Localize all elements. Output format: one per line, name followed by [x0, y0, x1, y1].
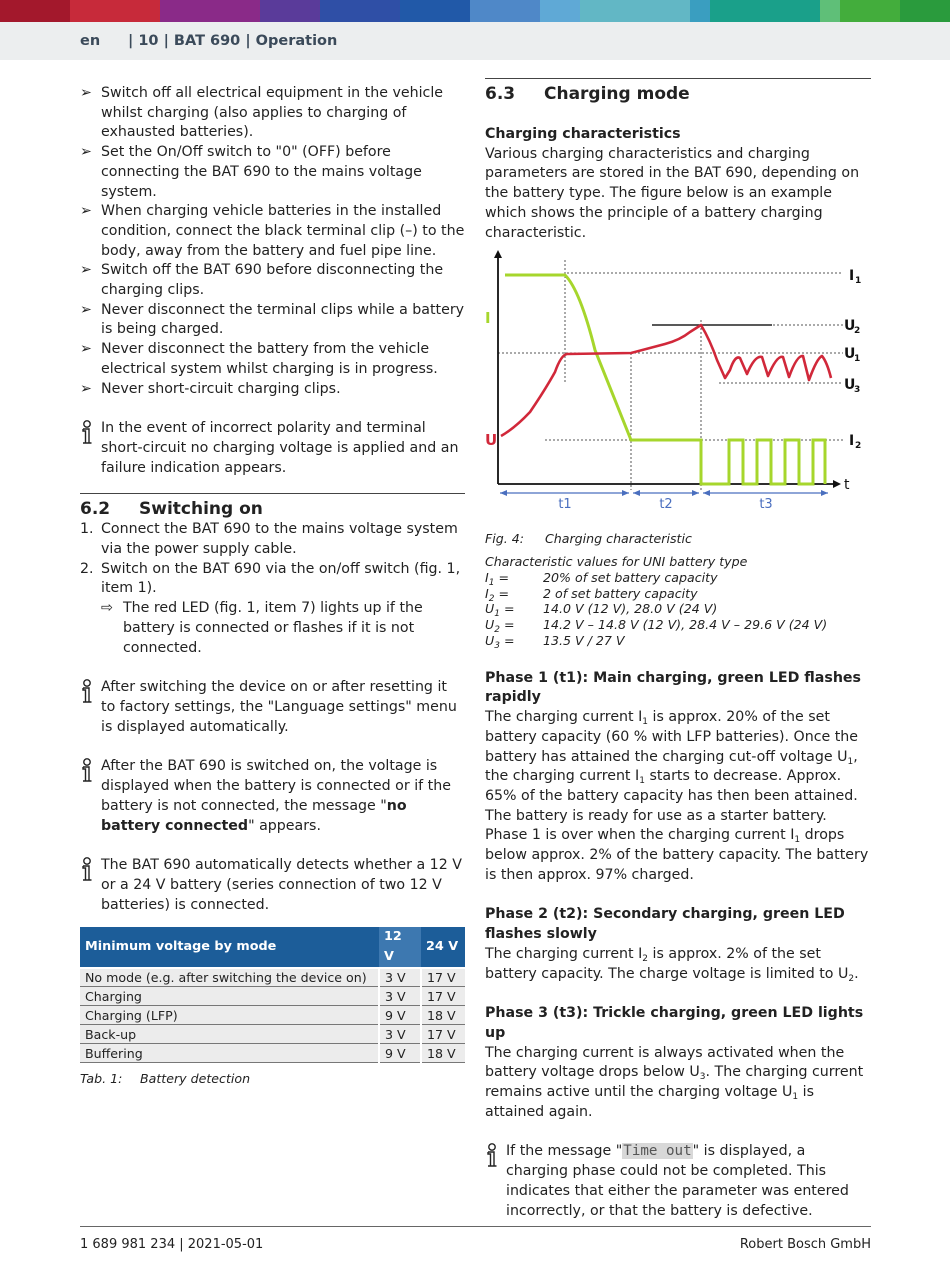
characteristic-key — [485, 601, 543, 620]
y-axis-arrow-icon — [494, 250, 502, 258]
arrow-right-icon — [622, 490, 629, 496]
list-item-text: Switch off the BAT 690 before disconnecting the charging clips. — [101, 262, 444, 299]
list-item — [80, 340, 465, 379]
subscript: 1 — [639, 776, 645, 787]
stripe-segment — [70, 0, 160, 22]
arrow-bullet-icon: ➢ — [80, 85, 92, 101]
table-row — [80, 1044, 465, 1063]
phase1-heading: Phase 1 (t1): Main charging, green LED flashes rapidly — [485, 669, 861, 706]
table-cell: No mode (e.g. after switching the device on) — [80, 968, 379, 987]
key-symbol: U — [485, 617, 495, 633]
right-level-labels — [844, 268, 861, 451]
stripe-segment — [0, 0, 70, 22]
stripe-segment — [710, 0, 820, 22]
key-symbol: I — [485, 585, 489, 601]
table-cell: 9 V — [379, 1006, 421, 1025]
characteristic-key — [485, 586, 543, 602]
table-cell: Buffering — [80, 1044, 379, 1063]
table-cell: 9 V — [379, 1044, 421, 1063]
stripe-segment — [260, 0, 320, 22]
text-run: is attained again. — [485, 1084, 814, 1120]
subscript: 1 — [792, 1092, 799, 1103]
table-cell: Charging (LFP) — [80, 1006, 379, 1025]
table-cell: 3 V — [379, 968, 421, 987]
characteristic-key — [485, 570, 543, 586]
text-run: drops below approx. 2% of the battery capacity. The battery is then approx. 97% charged. — [485, 827, 869, 883]
table-cell: 3 V — [379, 1025, 421, 1044]
safety-bullet-list — [80, 84, 465, 399]
battery-detection-table — [80, 927, 465, 1063]
arrow-bullet-icon: ➢ — [80, 144, 92, 161]
info-icon — [80, 758, 94, 791]
equals-sign: = — [499, 632, 515, 648]
note-text: In the event of incorrect polarity and terminal short-circuit no charging voltage is applied and an failure indication appears. — [101, 420, 459, 476]
document-number-date: 1 689 981 234 | 2021-05-01 — [80, 1237, 264, 1252]
list-item — [80, 261, 465, 300]
table-row — [80, 1006, 465, 1025]
arrow-right-icon — [821, 490, 828, 496]
list-item-text: When charging vehicle batteries in the installed condition, connect the black terminal clip (–) to the body, away from the battery and fuel pipe line. — [101, 203, 465, 259]
characteristic-row — [485, 633, 871, 649]
text-run: The charging current is always activated when the battery voltage drops below U — [485, 1044, 845, 1081]
label-i1: I — [849, 268, 855, 285]
list-item — [80, 520, 465, 559]
arrow-bullet-icon: ➢ — [80, 341, 92, 358]
text-run: The charging current I — [485, 945, 643, 962]
subscript: 3 — [699, 1072, 706, 1083]
time-out-message: Time out — [623, 1143, 692, 1160]
column-header-12v: 12 V — [379, 927, 421, 967]
table-cell: 18 V — [421, 1044, 465, 1063]
label-time: t — [844, 477, 850, 494]
table-caption — [80, 1069, 465, 1089]
key-subscript: 1 — [494, 609, 500, 620]
section-title: Charging mode — [544, 84, 690, 104]
phase-label-t1: t1 — [558, 497, 572, 513]
info-icon — [80, 857, 94, 890]
intro-paragraph: Various charging characteristics and charging parameters are stored in the BAT 690, depending on the battery type. The figure below is an example which shows the principle of a battery charging characteristic. — [485, 145, 860, 241]
brand-color-stripe — [0, 0, 950, 22]
key-subscript: 2 — [494, 625, 500, 636]
text-run: The charging current I — [485, 709, 643, 726]
column-header-24v: 24 V — [421, 927, 465, 967]
text-run: . The charging current remains active until the charging voltage U — [485, 1064, 864, 1101]
table-cell: 17 V — [421, 968, 465, 987]
column-header-mode: Minimum voltage by mode — [80, 927, 379, 967]
step-number: 1. — [80, 521, 94, 538]
characteristic-value: 20% of set battery capacity — [543, 569, 718, 585]
subscript: 2 — [848, 973, 855, 984]
info-note — [80, 757, 465, 836]
note-text: After switching the device on or after resetting it to factory settings, the "Language settings" menu is displayed automatically. — [101, 679, 457, 735]
label-i2: I — [849, 433, 855, 450]
section-heading-6-3 — [485, 78, 871, 105]
label-u3-sub: 3 — [854, 385, 861, 396]
key-subscript: 1 — [488, 577, 495, 588]
table-cell: 17 V — [421, 1025, 465, 1044]
list-item-text: Switch off all electrical equipment in the vehicle whilst charging (also applies to charging of exhausted batteries). — [101, 85, 444, 141]
list-item-text: Never short-circuit charging clips. — [101, 380, 341, 397]
table-cell: 3 V — [379, 987, 421, 1006]
list-item-text: Switch on the BAT 690 via the on/off switch (fig. 1, item 1). — [101, 560, 461, 597]
table-cell: 17 V — [421, 987, 465, 1006]
caption-label: Tab. 1: — [80, 1071, 123, 1087]
subscript: 1 — [642, 717, 649, 728]
phase-labels — [558, 497, 772, 512]
list-item — [80, 84, 465, 143]
x-axis-arrow-icon — [833, 480, 841, 488]
text-run: , the charging current I — [485, 748, 858, 785]
phase2-heading: Phase 2 (t2): Secondary charging, green LED flashes slowly — [485, 906, 845, 943]
caption-text: Charging characteristic — [545, 531, 692, 547]
step-number: 2. — [80, 560, 94, 577]
label-u2: U — [844, 318, 856, 335]
characteristic-values-title: Characteristic values for UNI battery type — [485, 553, 748, 569]
equals-sign: = — [494, 569, 510, 585]
text-run: is approx. 20% of the set battery capacity (60 % with LFP batteries). Once the battery has attained the charging cut-off voltage U — [485, 709, 859, 765]
list-item — [80, 202, 465, 261]
list-item — [80, 143, 465, 202]
caption-text: Battery detection — [140, 1071, 251, 1087]
result-text: The red LED (fig. 1, item 7) lights up if the battery is connected or flashes if it is not connected. — [123, 600, 423, 656]
page-footer — [80, 1226, 871, 1252]
result-item — [80, 599, 465, 658]
label-u2-sub: 2 — [854, 326, 861, 337]
key-symbol: U — [485, 632, 495, 648]
info-icon — [80, 679, 94, 712]
stripe-segment — [840, 0, 900, 22]
arrow-right-icon — [692, 490, 699, 496]
table-cell: Back-up — [80, 1025, 379, 1044]
key-subscript: 3 — [494, 640, 500, 651]
table-header-row — [80, 927, 465, 967]
characteristic-values — [485, 554, 871, 649]
info-note — [80, 419, 465, 478]
charging-characteristic-figure — [485, 250, 871, 525]
phase-label-t3: t3 — [759, 497, 773, 513]
left-column — [80, 84, 465, 1089]
phase3-paragraph — [485, 1044, 871, 1123]
subscript: 1 — [794, 835, 801, 846]
equals-sign: = — [499, 617, 515, 633]
section-heading-6-2 — [80, 493, 465, 520]
stripe-segment — [320, 0, 400, 22]
sub-heading: Charging characteristics — [485, 126, 681, 142]
characteristic-value: 13.5 V / 27 V — [543, 632, 625, 648]
info-note — [80, 678, 465, 737]
page-header — [0, 22, 950, 60]
key-symbol: I — [485, 569, 489, 585]
phase-label-t2: t2 — [659, 497, 673, 513]
table-cell: Charging — [80, 987, 379, 1006]
current-curve — [505, 275, 825, 484]
characteristic-key — [485, 617, 543, 636]
list-item-text: Never disconnect the battery from the vehicle electrical system whilst charging is in progress. — [101, 341, 438, 377]
label-current: I — [485, 309, 491, 328]
no-battery-message: no battery connected — [101, 797, 407, 834]
info-note — [80, 856, 465, 915]
arrow-left-icon — [500, 490, 507, 496]
note-text-part: " appears. — [248, 817, 321, 834]
note-text-part: " is displayed, a charging phase could not be completed. This indicates that either the parameter was entered incorrectly, or that the battery is defective. — [506, 1143, 849, 1219]
arrow-left-icon — [703, 490, 710, 496]
note-text-part: If the message " — [506, 1143, 623, 1160]
subscript: 1 — [847, 756, 854, 767]
list-item-text: Never disconnect the terminal clips while a battery is being charged. — [101, 301, 465, 338]
page-title: | 10 | BAT 690 | Operation — [128, 33, 338, 49]
arrow-left-icon — [633, 490, 640, 496]
result-arrow-icon: ⇨ — [101, 600, 113, 617]
stripe-segment — [820, 0, 840, 22]
info-icon — [80, 420, 94, 453]
list-item — [80, 560, 465, 599]
characteristic-value: 14.2 V – 14.8 V (12 V), 28.4 V – 29.6 V (24 V) — [543, 617, 828, 633]
characteristic-value: 2 of set battery capacity — [543, 585, 698, 601]
phase1-paragraph — [485, 708, 871, 885]
info-icon — [485, 1143, 499, 1176]
list-item-text: Connect the BAT 690 to the mains voltage system via the power supply cable. — [101, 521, 458, 558]
characteristic-row — [485, 601, 871, 620]
table-row — [80, 1025, 465, 1044]
list-item-text: Set the On/Off switch to "0" (OFF) before connecting the BAT 690 to the mains voltage system. — [101, 144, 422, 200]
language-code: en — [80, 33, 101, 49]
label-i2-sub: 2 — [855, 441, 862, 452]
voltage-curve — [501, 325, 831, 436]
publisher: Robert Bosch GmbH — [739, 1237, 871, 1252]
list-item — [80, 380, 465, 400]
phase2-paragraph — [485, 945, 871, 984]
key-symbol: U — [485, 601, 495, 617]
steps-list — [80, 520, 465, 658]
label-voltage: U — [485, 431, 498, 450]
equals-sign: = — [499, 601, 515, 617]
info-note — [485, 1142, 871, 1221]
stripe-segment — [160, 0, 260, 22]
arrow-bullet-icon: ➢ — [80, 262, 92, 279]
stripe-segment — [580, 0, 690, 22]
table-cell: 18 V — [421, 1006, 465, 1025]
dotted-guides — [498, 260, 843, 490]
stripe-segment — [540, 0, 580, 22]
key-subscript: 2 — [488, 593, 495, 604]
note-text: The BAT 690 automatically detects whether a 12 V or a 24 V battery (series connection of two 12 V batteries) is connected. — [101, 857, 462, 913]
characteristic-row — [485, 586, 871, 602]
text-run: starts to decrease. Approx. 65% of the battery capacity has then been attained. The battery is ready for use as a starter battery. Phase 1 is over when the charging current I — [485, 768, 858, 844]
note-text — [506, 1143, 849, 1218]
text-run: is approx. 2% of the set battery capacity. The charge voltage is limited to U — [485, 945, 849, 982]
right-column — [485, 78, 871, 1221]
text-run: . — [854, 965, 859, 982]
characteristic-row — [485, 570, 871, 586]
note-text-part: After the BAT 690 is switched on, the voltage is displayed when the battery is connected or if the battery is not connected, the message " — [101, 758, 451, 814]
stripe-segment — [690, 0, 710, 22]
phase3-heading: Phase 3 (t3): Trickle charging, green LED lights up — [485, 1005, 864, 1041]
stripe-segment — [470, 0, 540, 22]
characteristic-value: 14.0 V (12 V), 28.0 V (24 V) — [543, 601, 718, 617]
label-u3: U — [844, 377, 856, 394]
subscript: 2 — [642, 953, 649, 964]
label-u1-sub: 1 — [854, 354, 861, 365]
note-text — [101, 758, 451, 833]
arrow-bullet-icon: ➢ — [80, 380, 92, 397]
characteristic-row — [485, 617, 871, 636]
label-u1: U — [844, 346, 856, 363]
stripe-segment — [900, 0, 950, 22]
label-i1-sub: 1 — [855, 276, 862, 287]
stripe-segment — [400, 0, 470, 22]
arrow-bullet-icon: ➢ — [80, 301, 92, 318]
phase-dimensions — [500, 490, 828, 496]
characteristic-key — [485, 633, 543, 649]
caption-label: Fig. 4: — [485, 531, 524, 547]
figure-caption — [485, 529, 871, 549]
equals-sign: = — [494, 585, 510, 601]
arrow-bullet-icon: ➢ — [80, 203, 92, 220]
table-row — [80, 968, 465, 987]
list-item — [80, 301, 465, 340]
section-title: Switching on — [139, 499, 263, 520]
section-number: 6.3 — [485, 84, 516, 104]
section-number: 6.2 — [80, 499, 111, 520]
table-row — [80, 987, 465, 1006]
